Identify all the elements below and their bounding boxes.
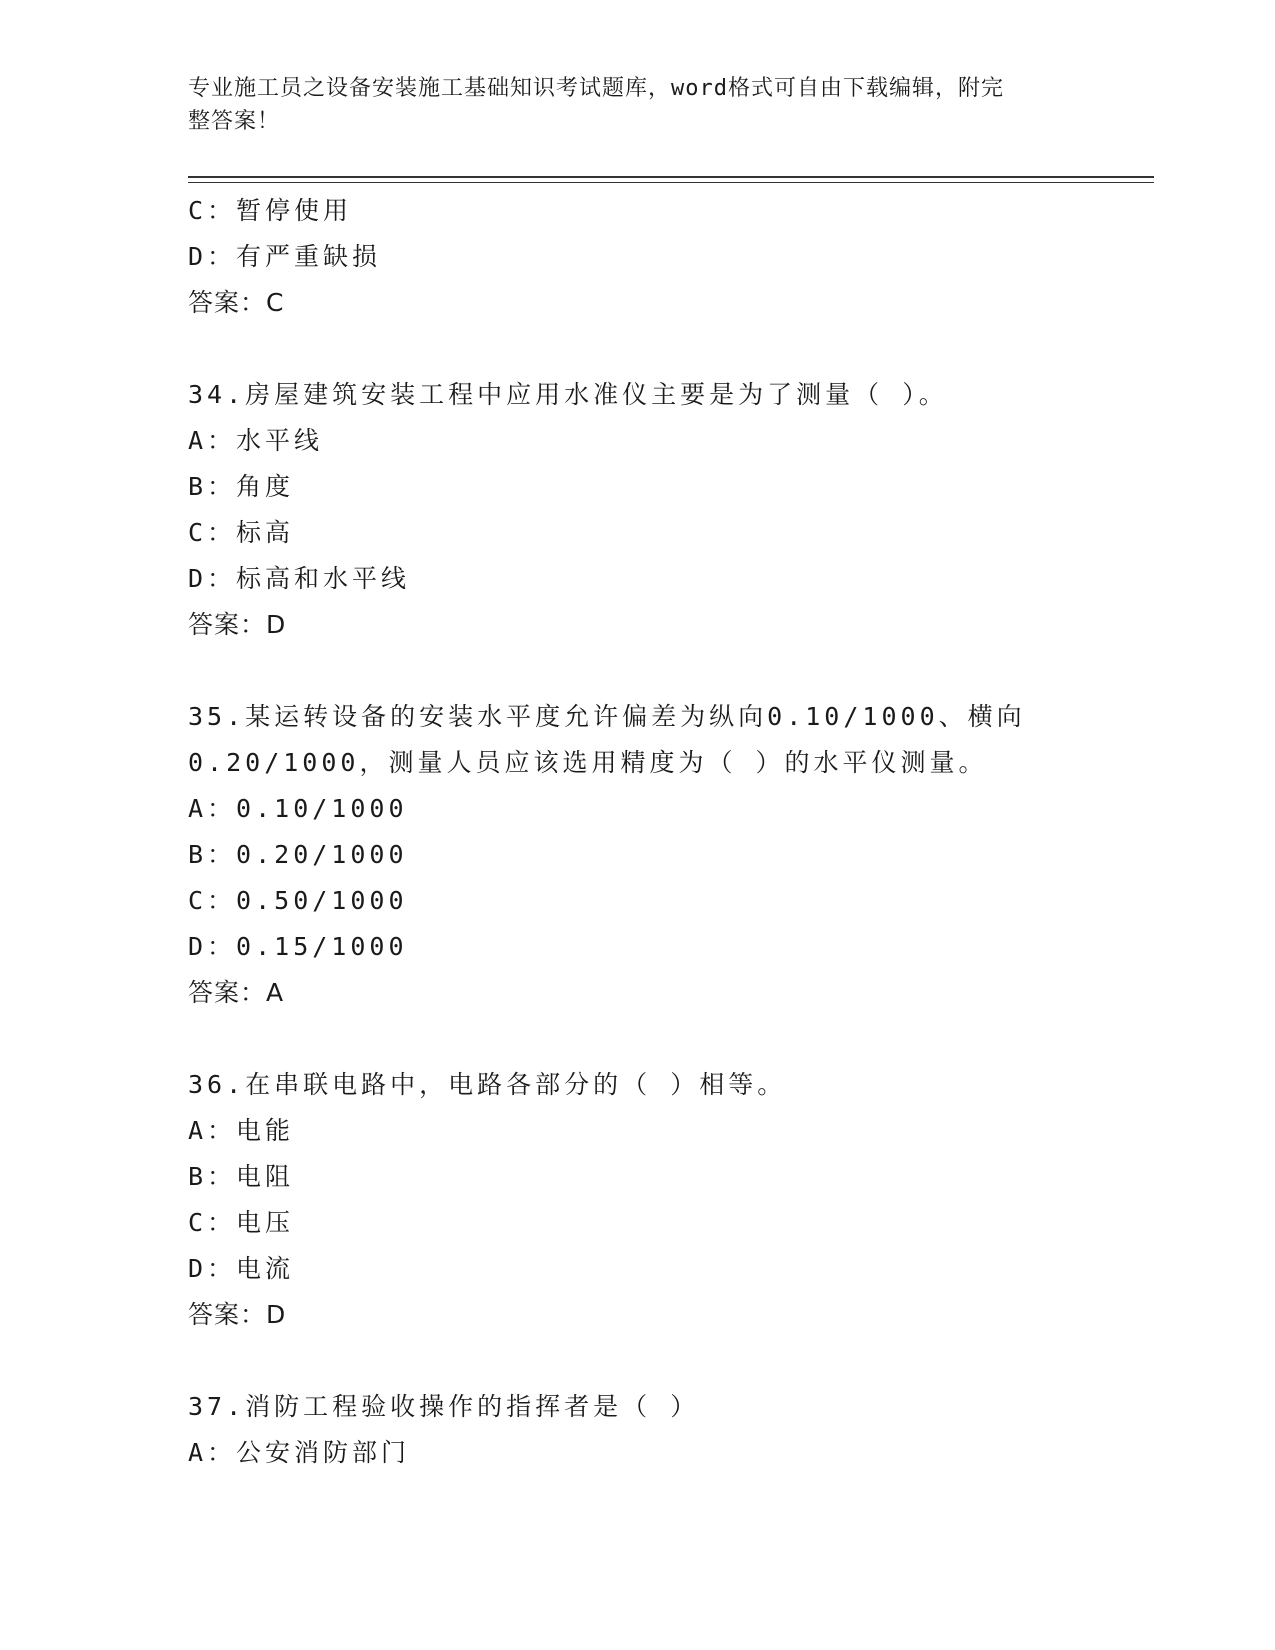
question-stem: 36.在串联电路中，电路各部分的（ ）相等。 [188,1070,787,1099]
answer-line: 答案：C [188,288,285,317]
spacer [188,1016,1154,1062]
question-stem: 35.某运转设备的安装水平度允许偏差为纵向0.10/1000、横向 [188,702,1026,731]
option-d: D：0.15/1000 [188,932,408,961]
spacer [188,326,1154,372]
header-line-1: 专业施工员之设备安装施工基础知识考试题库，word格式可自由下载编辑，附完 [188,76,1004,101]
option-a: A：电能 [188,1116,295,1145]
header-rule-thin [188,182,1154,183]
header-rule-thick [188,176,1154,178]
question-35 [188,694,1154,1016]
question-stem: 34.房屋建筑安装工程中应用水准仪主要是为了测量（ ）。 [188,380,948,409]
option-d: D：电流 [188,1254,295,1283]
question-stem: 37.消防工程验收操作的指挥者是（ ） [188,1392,700,1421]
option-a: A：公安消防部门 [188,1438,411,1467]
answer-line: 答案：A [188,978,285,1007]
option-d: D：标高和水平线 [188,564,411,593]
document-body [188,188,1154,1476]
question-34 [188,372,1154,648]
option-a: A：水平线 [188,426,324,455]
option-c: C：暂停使用 [188,196,353,225]
answer-line: 答案：D [188,1300,287,1329]
option-b: B：角度 [188,472,295,501]
spacer [188,1338,1154,1384]
option-c: C：0.50/1000 [188,886,408,915]
spacer [188,648,1154,694]
option-d: D：有严重缺损 [188,242,382,271]
question-stem-continued: 0.20/1000，测量人员应该选用精度为（ ）的水平仪测量。 [188,748,988,777]
question-36 [188,1062,1154,1338]
header-line-2: 整答案！ [188,109,281,134]
document-header [188,72,1068,138]
previous-question-tail [188,188,1154,326]
option-c: C：电压 [188,1208,295,1237]
question-37 [188,1384,1154,1476]
option-a: A：0.10/1000 [188,794,408,823]
option-c: C：标高 [188,518,295,547]
answer-line: 答案：D [188,610,287,639]
option-b: B：电阻 [188,1162,295,1191]
option-b: B：0.20/1000 [188,840,408,869]
